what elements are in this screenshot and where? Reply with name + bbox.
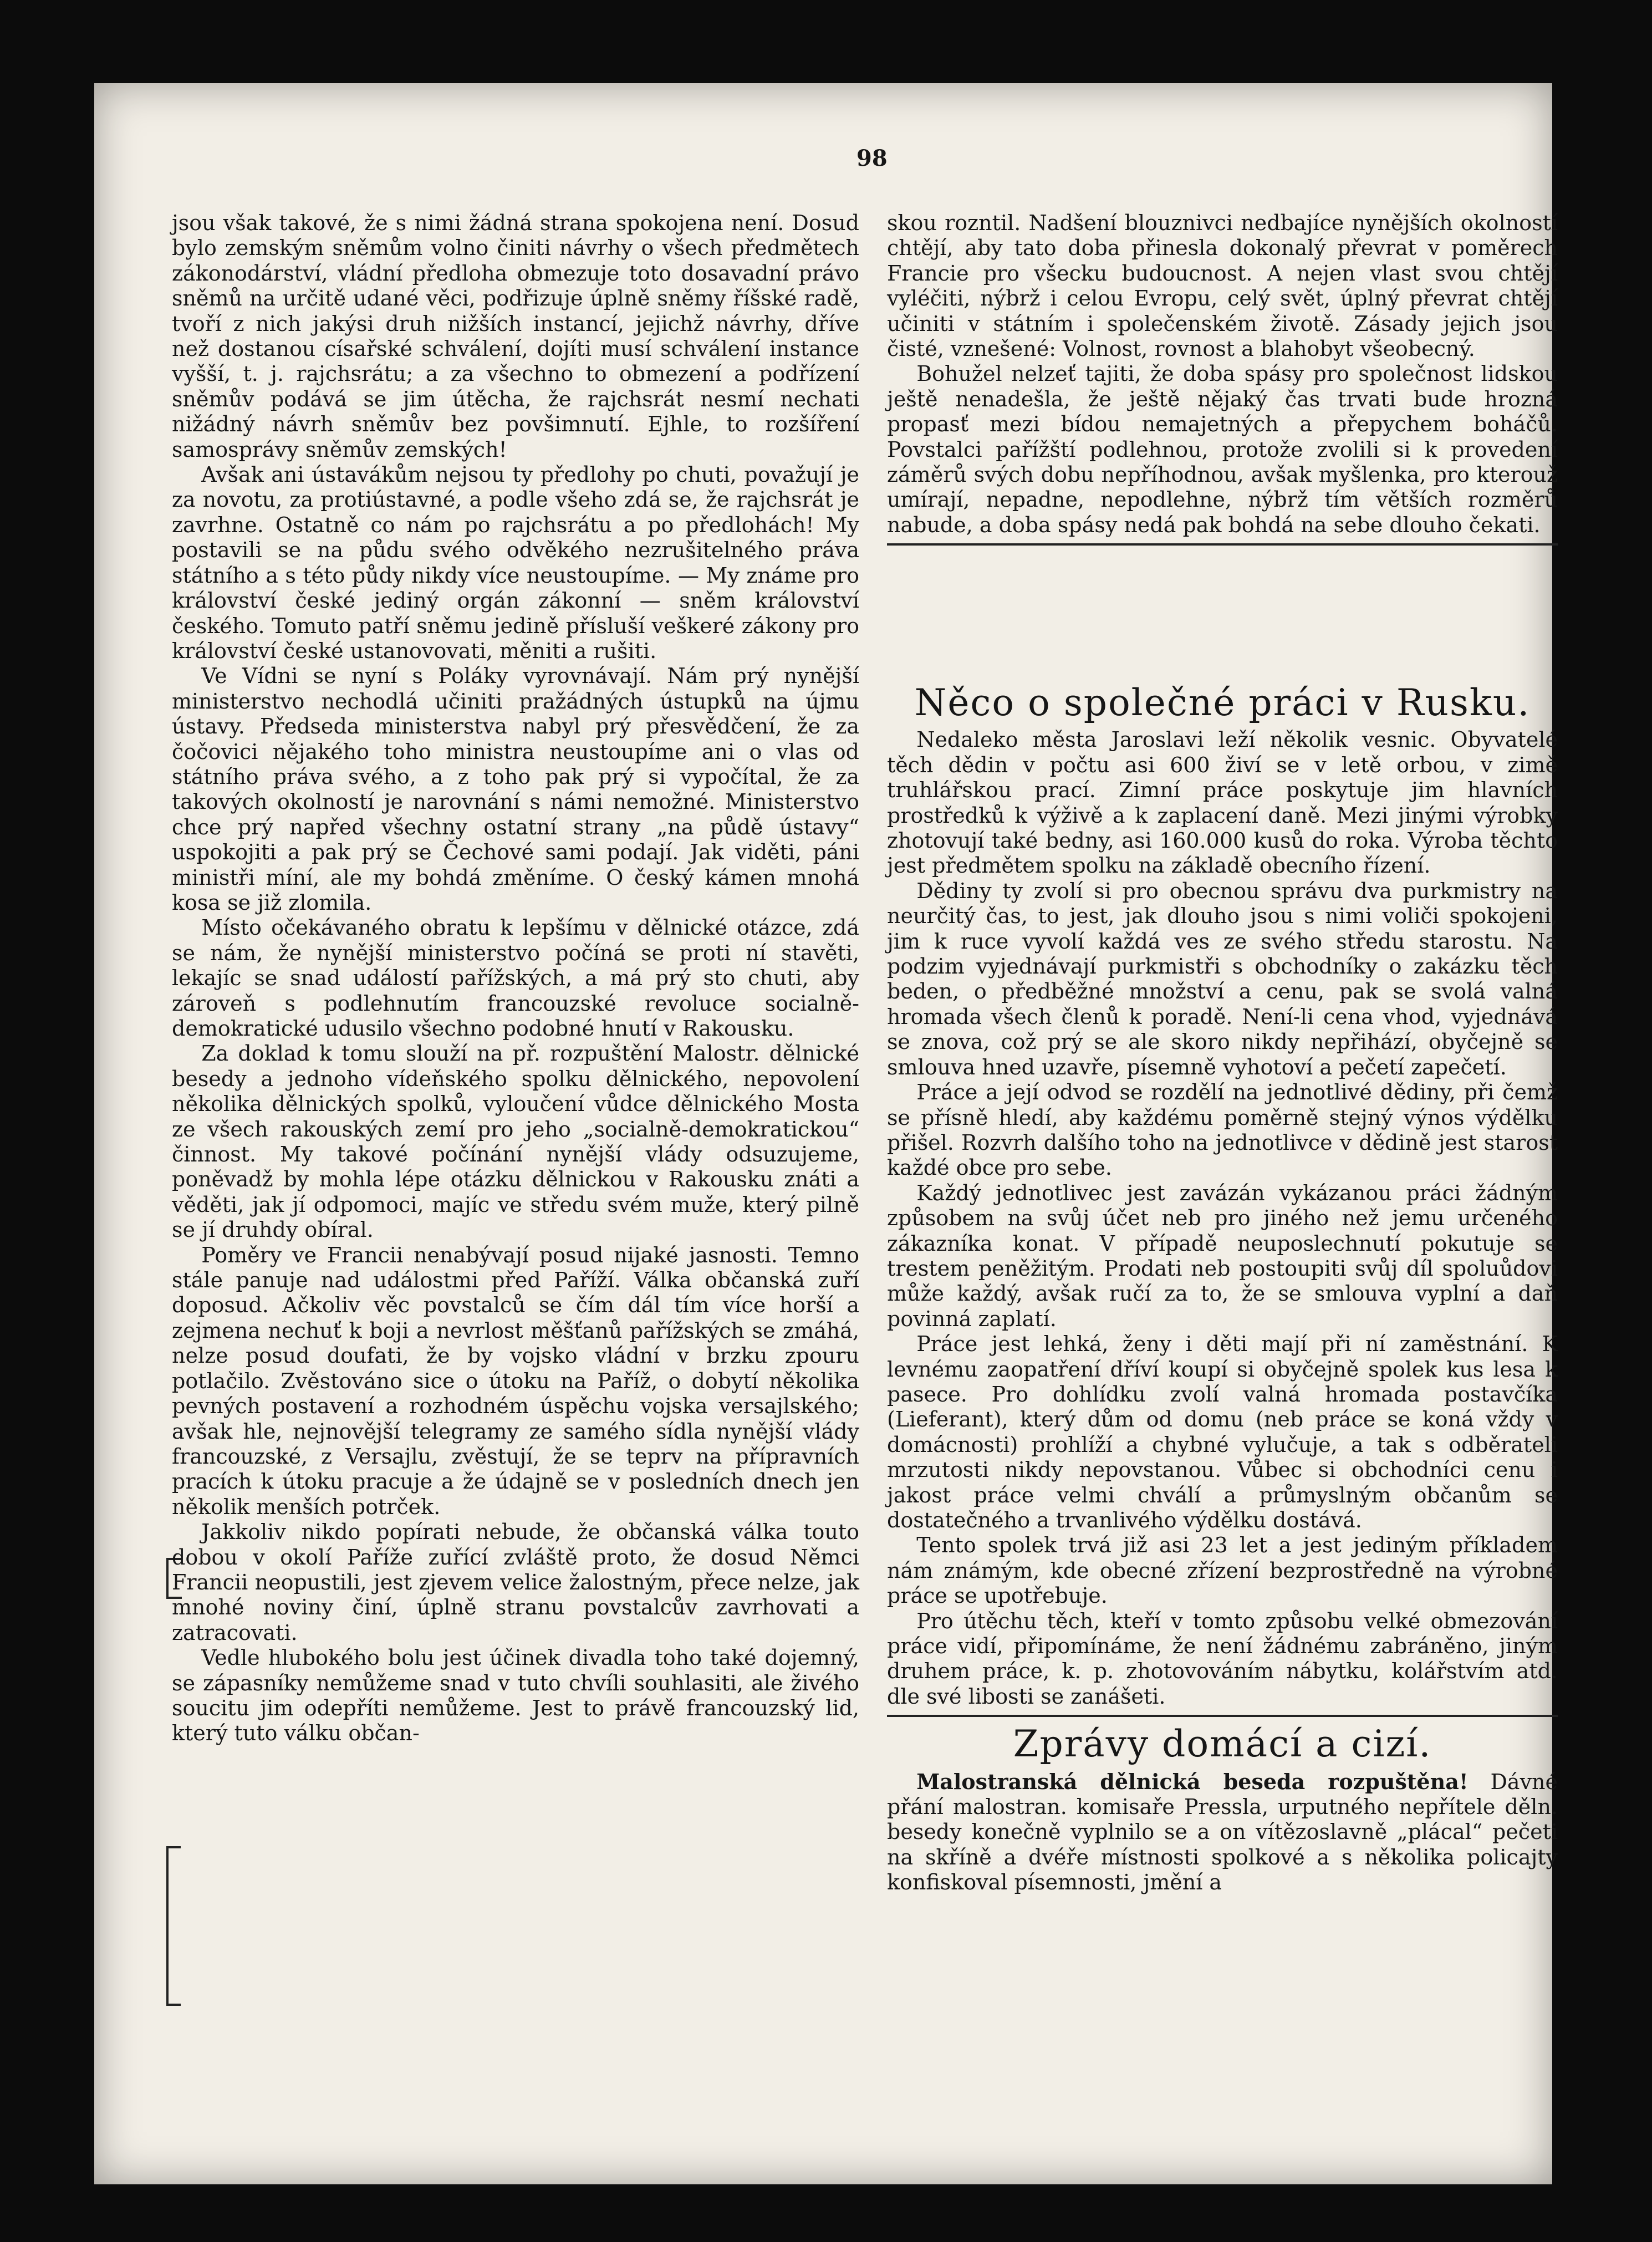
section-divider bbox=[887, 543, 1558, 546]
margin-bracket-valka bbox=[166, 1846, 181, 2006]
article-paragraph: Nedaleko města Jaroslavi leží několik vesnic. Obyvatelé těch dědin v počtu asi 600 živí se v letě orbou, v zimě truhlářskou prací. Zimní práce poskytuje jim hlavních prostředků k výživě a k zaplacení daně. Mezi jinými výrobky zhotovují také bedny, asi 160.000 kusů do roka. Výroba těchto jest předmětem spolku na základě obecního řízení. bbox=[887, 727, 1558, 878]
article-paragraph: Práce jest lehká, ženy i děti mají při ní zaměstnání. K levnému zaopatření dříví koupí si obyčejně spolek kus lesa k pasece. Pro dohlídku zvolí valná hromada postavčíka (Lieferant), který dům od domu (neb práce se koná vždy v domácnosti) prohlíží a chybné vylučuje, a tak s odběrateli mrzutosti nikdy nepovstanou. Vůbec si obchodníci cenu i jakost práce velmi chválí a průmyslným občanům se dostatečného a trvanlivého výdělku dostává. bbox=[887, 1332, 1558, 1532]
article-paragraph: Práce a její odvod se rozdělí na jednotlivé dědiny, při čemž se přísně hledí, aby každému poměrně stejný výnos výdělku přišel. Rozvrh dalšího toho na jednotlivce v dědině jest starost každé obce pro sebe. bbox=[887, 1080, 1558, 1180]
article-paragraph: Za doklad k tomu slouží na př. rozpuštění Malostr. dělnické besedy a jednoho vídeňského spolku dělnického, nepovolení několika dělnických spolků, vyloučení vůdce dělnického Mosta ze všech rakouských zemí pro jeho „socialně-demokratickou“ činnost. My takové počínání nynější vlády odsuzujeme, poněvadž by mohla lépe otázku dělnickou v Rakousku znáti a věděti, jak jí odpomoci, majíc ve středu svém muže, který pilně se jí druhdy obíral. bbox=[172, 1041, 859, 1242]
article-paragraph: Každý jednotlivec jest zavázán vykázanou práci žádným způsobem na svůj účet neb pro jiného než jemu určeného zákazníka konat. V případě neuposlechnutí pokutuje se trestem peněžitým. Prodati neb postoupiti svůj díl spoluůdovi může každý, avšak ručí za to, že se smlouva vyplní a daň povinná zaplatí. bbox=[887, 1180, 1558, 1331]
article-paragraph: Poměry ve Francii nenabývají posud nijaké jasnosti. Temno stále panuje nad událostmi před Paříží. Válka občanská zuří doposud. Ačkoliv věc povstalců se čím dál tím více horší a zejmena nechuť k boji a nevrlost měšťanů pařížských se zmáhá, nelze posud doufati, že by vojsko vládní v brzku zpouru potlačilo. Zvěstováno sice o útoku na Paříž, o dobytí několika pevných postavení a rozhodném úspěchu vojska versajlského; avšak hle, nejnovější telegramy ze samého sídla nynější vlády francouzské, z Versajlu, zvěstují, že se teprv na přípravních pracích k útoku pracuje a že údajně se v posledních dnech jen několik menších potrček. bbox=[172, 1242, 859, 1519]
article-paragraph: Vedle hlubokého bolu jest účinek divadla toho také dojemný, se zápasníky nemůžeme snad v tuto chvíli souhlasiti, ale živého soucitu jim odepříti nemůžeme. Jest to právě francouzský lid, který tuto válku občan- bbox=[172, 1645, 859, 1746]
page-number: 98 bbox=[856, 145, 888, 171]
left-column bbox=[172, 211, 859, 1746]
article-paragraph: Avšak ani ústavákům nejsou ty předlohy po chuti, považují je za novotu, za protiústavné, a podle všeho zdá se, že rajchsrát je zavrhne. Ostatně co nám po rajchsrátu a po předlohách! My postavili se na půdu svého odvěkého nezrušitelného práva státního a s této půdy nikdy více neustoupíme. — My známe pro království české jediný orgán zákonní — sněm království českého. Tomuto patří sněmu jedině přísluší veškeré zákony pro království české ustanovovati, měniti a rušiti. bbox=[172, 462, 859, 663]
news-text: Dávné přání malostran. komisaře Pressla, urputného nepřítele děln. besedy konečně vyplnilo se a on vítězoslavně „plácal“ pečeti na skříně a dvéře místnosti spolkové a s několika policajty konfiskoval písemnosti, jmění a bbox=[887, 1769, 1558, 1895]
section-title-rusko: Něco o společné práci v Rusku. bbox=[914, 681, 1531, 724]
article-paragraph: Dědiny ty zvolí si pro obecnou správu dva purkmistry na neurčitý čas, to jest, jak dlouho jsou s nimi voliči spokojeni, jim k ruce vyvolí každá ves ze svého středu starostu. Na podzim vyjednávají purkmistři s obchodníky o zakázku těch beden, o předběžné množství a cenu, pak se svolá valná hromada všech členů k poradě. Není-li cena vhod, vyjednává se znova, což prý se ale skoro nikdy nepřihází, obyčejně se smlouva hned uzavře, písemně vyhotoví a pečetí zapečetí. bbox=[887, 878, 1558, 1079]
article-paragraph: Místo očekávaného obratu k lepšímu v dělnické otázce, zdá se nám, že nynější ministerstvo počíná se proti ní stavěti, lekajíc se snad událostí pařížských, a má prý sto chuti, aby zároveň s podlehnutím francouzské revoluce socialně-demokratické udusilo všechno podobné hnutí v Rakousku. bbox=[172, 915, 859, 1041]
article-paragraph: jsou však takové, že s nimi žádná strana spokojena není. Dosud bylo zemským sněmům volno činiti návrhy o všech předmětech zákonodárství, vládní předloha obmezuje toto dosavadní právo sněmů na určitě udané věci, podřizuje úplně sněmy říšské radě, tvoří z nich jakýsi druh nižších instancí, jejichž návrhy, dříve než dostanou císařské schválení, dojíti musí schválení instance vyšší, t. j. rajchsrátu; a za všechno to obmezení a podřízení sněmův podává se jim útěcha, že rajchsrát nesmí nechati nižádný návrh sněmův bez povšimnutí. Ejhle, to rozšíření samosprávy sněmův zemských! bbox=[172, 211, 859, 462]
news-paragraph bbox=[887, 1769, 1558, 1895]
right-column-upper bbox=[887, 211, 1558, 552]
article-paragraph: Ve Vídni se nyní s Poláky vyrovnávají. Nám prý nynější ministerstvo nechodlá učiniti pražádných ústupků na újmu ústavy. Předseda ministerstva nabyl prý přesvědčení, že za čočovici nějakého toho ministra neustoupíme ani o vlas od státního práva svého, a z toho pak prý si vypočítal, že za takových okolností je narovnání s námi nemožné. Ministerstvo chce prý napřed všechny ostatní strany „na půdě ústavy“ uspokojiti a pak prý se Čechové sami podají. Jak viděti, páni ministři míní, ale my bohdá změníme. O český kámen mnohá kosa se již zlomila. bbox=[172, 664, 859, 915]
right-column-lower bbox=[887, 681, 1558, 1895]
section-divider bbox=[887, 1715, 1558, 1717]
article-paragraph: Jakkoliv nikdo popírati nebude, že občanská válka touto dobou v okolí Paříže zuřící zvláště proto, že dosud Němci Francii neopustili, jest zjevem velice žalostným, přece nelze, jak mnohé noviny činí, úplně stranu povstalcův zavrhovati a zatracovati. bbox=[172, 1520, 859, 1645]
article-paragraph: Pro útěchu těch, kteří v tomto způsobu velké obmezování práce vidí, připomínáme, že není žádnému zabráněno, jiným druhem práce, k. p. zhotovováním nábytku, kolářstvím atd. dle své libosti se zanášeti. bbox=[887, 1608, 1558, 1709]
article-paragraph: Tento spolek trvá již asi 23 let a jest jediným příkladem nám známým, kde obecné zřízení bezprostředně na výrobné práce se upotřebuje. bbox=[887, 1533, 1558, 1608]
article-paragraph: skou rozntil. Nadšení blouznivci nedbajíce nynějších okolností chtějí, aby tato doba přinesla dokonalý převrat v poměrech Francie pro všecku budoucnost. A nejen vlast svou chtějí vyléčiti, nýbrž i celou Evropu, celý svět, úplný převrat chtějí učiniti v státním i společenském životě. Zásady jejich jsou čisté, vznešené: Volnost, rovnost a blahobyt všeobecný. bbox=[887, 211, 1558, 361]
news-lead-headline: Malostranská dělnická beseda rozpuštěna! bbox=[916, 1769, 1469, 1794]
article-paragraph: Bohužel nelzeť tajiti, že doba spásy pro společnost lidskou ještě nenadešla, že ještě nějaký čas trvati bude hrozná propasť mezi bídou nemajetných a přepychem boháčů. Povstalci pařížští podlehnou, protože zvolili si k provedení záměrů svých dobu nepříhodnou, avšak myšlenka, pro kterouž umírají, nepadne, nepodlehne, nýbrž tím větších rozměrů nabude, a doba spásy nedá pak bohdá na sebe dlouho čekati. bbox=[887, 361, 1558, 537]
section-title-zpravy: Zprávy domácí a cizí. bbox=[1013, 1723, 1432, 1766]
